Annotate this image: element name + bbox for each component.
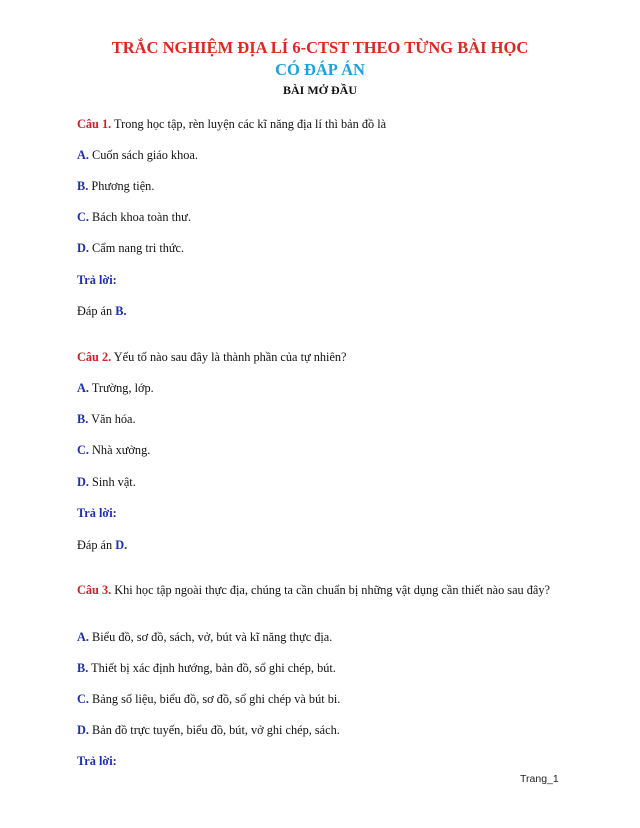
question-2-answer: [77, 538, 567, 553]
option-letter: D.: [77, 475, 89, 489]
option-text: Trường, lớp.: [88, 381, 154, 395]
answer-letter: D.: [115, 538, 128, 552]
question-2-option-a: [77, 381, 567, 396]
option-text: Sinh vật.: [88, 475, 136, 489]
question-label: Câu 2.: [77, 350, 112, 364]
question-2-option-d: [77, 475, 567, 490]
option-text: Cẩm nang tri thức.: [88, 241, 185, 255]
question-label: Câu 1.: [77, 117, 112, 131]
question-1-answer: [77, 304, 567, 319]
question-2-option-b: [77, 412, 567, 427]
option-letter: C.: [77, 210, 89, 224]
document-subtitle: CÓ ĐÁP ÁN: [275, 60, 365, 79]
option-letter: A.: [77, 381, 89, 395]
question-2-answer-label: Trả lời:: [77, 506, 117, 520]
question-3-option-a: [77, 630, 567, 645]
answer-letter: B.: [115, 304, 127, 318]
option-text: Bản đồ trực tuyến, biểu đồ, bút, vở ghi chép, sách.: [88, 723, 340, 737]
option-text: Văn hóa.: [88, 412, 136, 426]
question-label: Câu 3.: [77, 583, 112, 597]
option-text: Thiết bị xác định hướng, bản đồ, sổ ghi chép, bút.: [88, 661, 336, 675]
question-1-option-d: [77, 241, 567, 256]
question-text: Trong học tập, rèn luyện các kĩ năng địa lí thì bản đồ là: [111, 117, 387, 131]
option-text: Phương tiện.: [88, 179, 155, 193]
option-letter: B.: [77, 412, 89, 426]
question-3-option-d: [77, 723, 567, 738]
option-letter: C.: [77, 443, 89, 457]
question-3-answer-label: Trả lời:: [77, 754, 117, 768]
question-2-option-c: [77, 443, 567, 458]
option-text: Bách khoa toàn thư.: [88, 210, 191, 224]
answer-prefix: Đáp án: [77, 304, 116, 318]
option-letter: C.: [77, 692, 89, 706]
option-letter: A.: [77, 630, 89, 644]
option-text: Biểu đồ, sơ đồ, sách, vở, bút và kĩ năng thực địa.: [88, 630, 333, 644]
option-letter: B.: [77, 179, 89, 193]
question-1-option-b: [77, 179, 567, 194]
question-text: Yếu tố nào sau đây là thành phần của tự nhiên?: [111, 350, 347, 364]
question-3-option-b: [77, 661, 567, 676]
question-2: [77, 350, 567, 365]
option-letter: B.: [77, 661, 89, 675]
page-number: Trang_1: [520, 773, 559, 785]
question-1-option-c: [77, 210, 567, 225]
lesson-heading: BÀI MỞ ĐẦU: [283, 83, 357, 97]
question-1-option-a: [77, 148, 567, 163]
answer-prefix: Đáp án: [77, 538, 116, 552]
question-1: [77, 117, 567, 132]
option-letter: A.: [77, 148, 89, 162]
question-3: [77, 583, 567, 598]
option-text: Bảng số liệu, biểu đồ, sơ đồ, sổ ghi chép và bút bi.: [88, 692, 341, 706]
option-letter: D.: [77, 723, 89, 737]
question-text: Khi học tập ngoài thực địa, chúng ta cần chuẩn bị những vật dụng cần thiết nào sau đây?: [111, 583, 550, 597]
document-title: TRẮC NGHIỆM ĐỊA LÍ 6-CTST THEO TỪNG BÀI HỌC: [111, 38, 529, 57]
question-1-answer-label: Trả lời:: [77, 273, 117, 287]
option-text: Nhà xưởng.: [88, 443, 151, 457]
question-3-option-c: [77, 692, 567, 707]
option-letter: D.: [77, 241, 89, 255]
option-text: Cuốn sách giáo khoa.: [88, 148, 198, 162]
